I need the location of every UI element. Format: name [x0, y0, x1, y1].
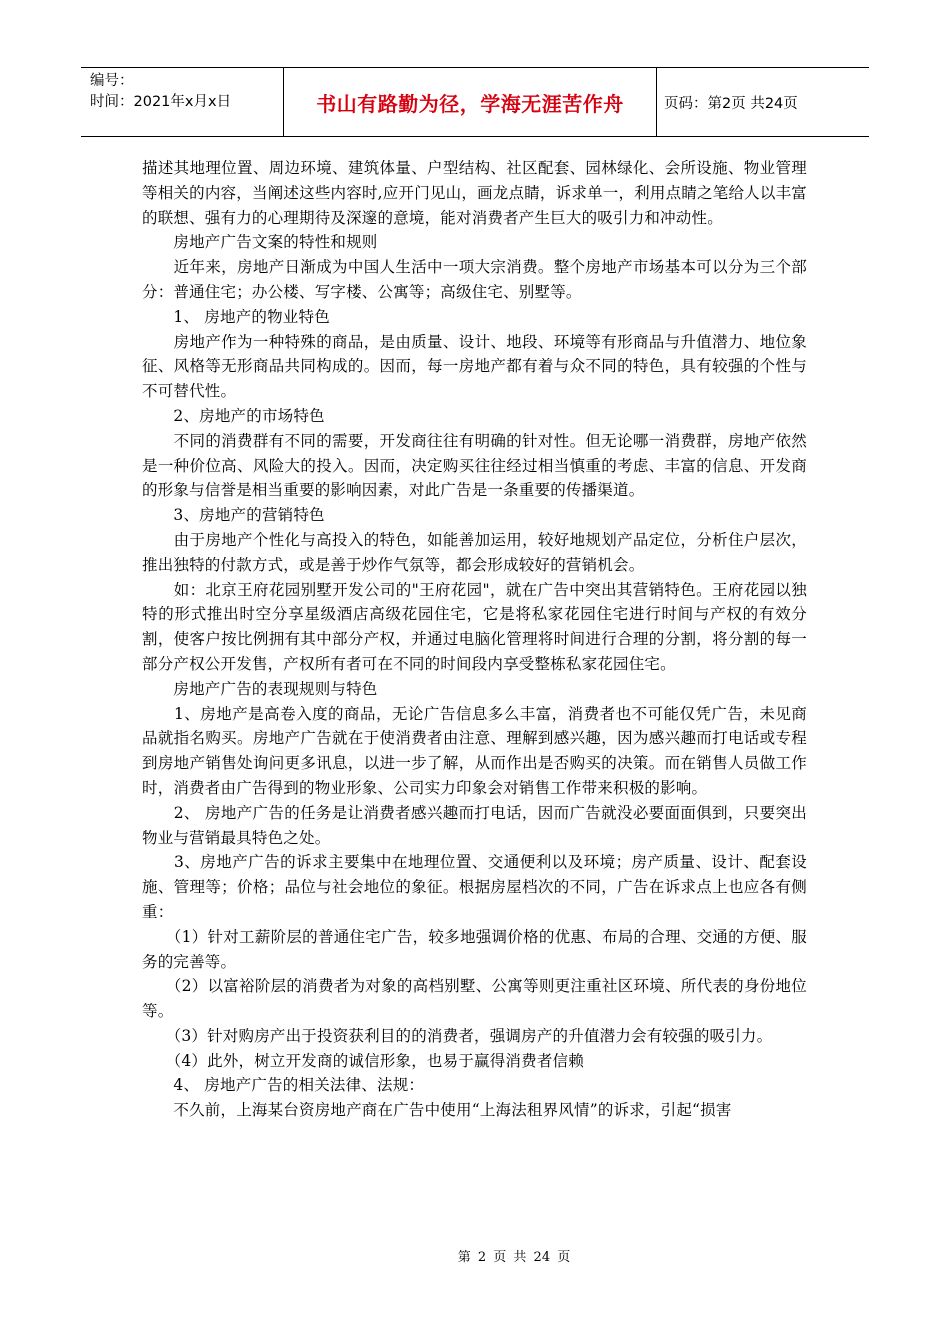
- paragraph: 描述其地理位置、周边环境、建筑体量、户型结构、社区配套、园林绿化、会所设施、物业管理等相关的内容，当阐述这些内容时,应开门见山，画龙点睛，诉求单一，利用点睛之笔给人以丰富的联想、强有力的心理期待及深邃的意境，能对消费者产生巨大的吸引力和冲动性。: [142, 159, 807, 227]
- paragraph: 不久前，上海某台资房地产商在广告中使用“上海法租界风情”的诉求，引起“损害: [142, 1101, 732, 1120]
- header-meta: [81, 68, 284, 136]
- list-item: （1）针对工薪阶层的普通住宅广告，较多地强调价格的优惠、布局的合理、交通的方便、服务的完善等。: [142, 927, 807, 971]
- document-body: [142, 156, 807, 1123]
- list-item: （2）以富裕阶层的消费者为对象的高档别墅、公寓等则更注重社区环境、所代表的身份地位等。: [142, 977, 807, 1021]
- subsection-heading: 1、 房地产的物业特色: [142, 307, 330, 326]
- list-item: （3）针对购房产出于投资获利目的的消费者，强调房产的升值潜力会有较强的吸引力。: [142, 1026, 773, 1045]
- doc-number-label: 编号：: [90, 73, 134, 89]
- page-header: [81, 67, 869, 137]
- paragraph: 由于房地产个性化与高投入的特色，如能善加运用，较好地规划产品定位，分析住户层次，推出独特的付款方式，或是善于炒作气氛等，都会形成较好的营销机会。: [142, 530, 807, 574]
- section-heading: 房地产广告的表现规则与特色: [142, 679, 378, 698]
- paragraph: 不同的消费群有不同的需要，开发商往往有明确的针对性。但无论哪一消费群，房地产依然是一种价位高、风险大的投入。因而，决定购买往往经过相当慎重的考虑、丰富的信息、开发商的形象与信誉是相当重要的影响因素，对此广告是一条重要的传播渠道。: [142, 431, 807, 500]
- subsection-heading: 4、 房地产广告的相关法律、法规：: [142, 1076, 425, 1095]
- footer-page-number: 第 2 页 共 24 页: [457, 1250, 571, 1265]
- subsection-heading: 2、房地产的市场特色: [142, 406, 325, 425]
- paragraph: 房地产作为一种特殊的商品，是由质量、设计、地段、环境等有形商品与升值潜力、地位象征、风格等无形商品共同构成的。因而，每一房地产都有着与众不同的特色，具有较强的个性与不可替代性。: [142, 332, 807, 401]
- paragraph: 2、 房地产广告的任务是让消费者感兴趣而打电话，因而广告就没必要面面俱到，只要突出物业与营销最具特色之处。: [142, 803, 807, 847]
- list-item: （4）此外，树立开发商的诚信形象，也易于赢得消费者信赖: [142, 1051, 584, 1070]
- paragraph: 3、房地产广告的诉求主要集中在地理位置、交通便利以及环境；房产质量、设计、配套设施、管理等；价格；品位与社会地位的象征。根据房屋档次的不同，广告在诉求点上也应各有侧重：: [142, 853, 807, 921]
- doc-time-label: 时间：2021年x月x日: [90, 94, 232, 110]
- header-page-info: 页码：第2页 共24页: [664, 95, 798, 112]
- paragraph: 近年来，房地产日渐成为中国人生活中一项大宗消费。整个房地产市场基本可以分为三个部分：普通住宅；办公楼、写字楼、公寓等；高级住宅、别墅等。: [142, 258, 807, 301]
- page-footer: [0, 1246, 950, 1265]
- subsection-heading: 3、房地产的营销特色: [142, 506, 325, 525]
- header-motto: 书山有路勤为径，学海无涯苦作舟: [284, 68, 657, 136]
- section-heading: 房地产广告文案的特性和规则: [142, 233, 378, 252]
- paragraph: 1、房地产是高卷入度的商品，无论广告信息多么丰富，消费者也不可能仅凭广告，未见商品就指名购买。房地产广告就在于使消费者由注意、理解到感兴趣，因为感兴趣而打电话或专程到房地产销售处询问更多讯息，以进一步了解，从而作出是否购买的决策。而在销售人员做工作时，消费者由广告得到的物业形象、公司实力印象会对销售工作带来积极的影响。: [142, 704, 807, 797]
- paragraph: 如：北京王府花园别墅开发公司的"王府花园"，就在广告中突出其营销特色。王府花园以独特的形式推出时空分享星级酒店高级花园住宅，它是将私家花园住宅进行时间与产权的有效分割，使客户按比例拥有其中部分产权，并通过电脑化管理将时间进行合理的分割，将分割的每一部分产权公开发售，产权所有者可在不同的时间段内享受整栋私家花园住宅。: [142, 580, 807, 673]
